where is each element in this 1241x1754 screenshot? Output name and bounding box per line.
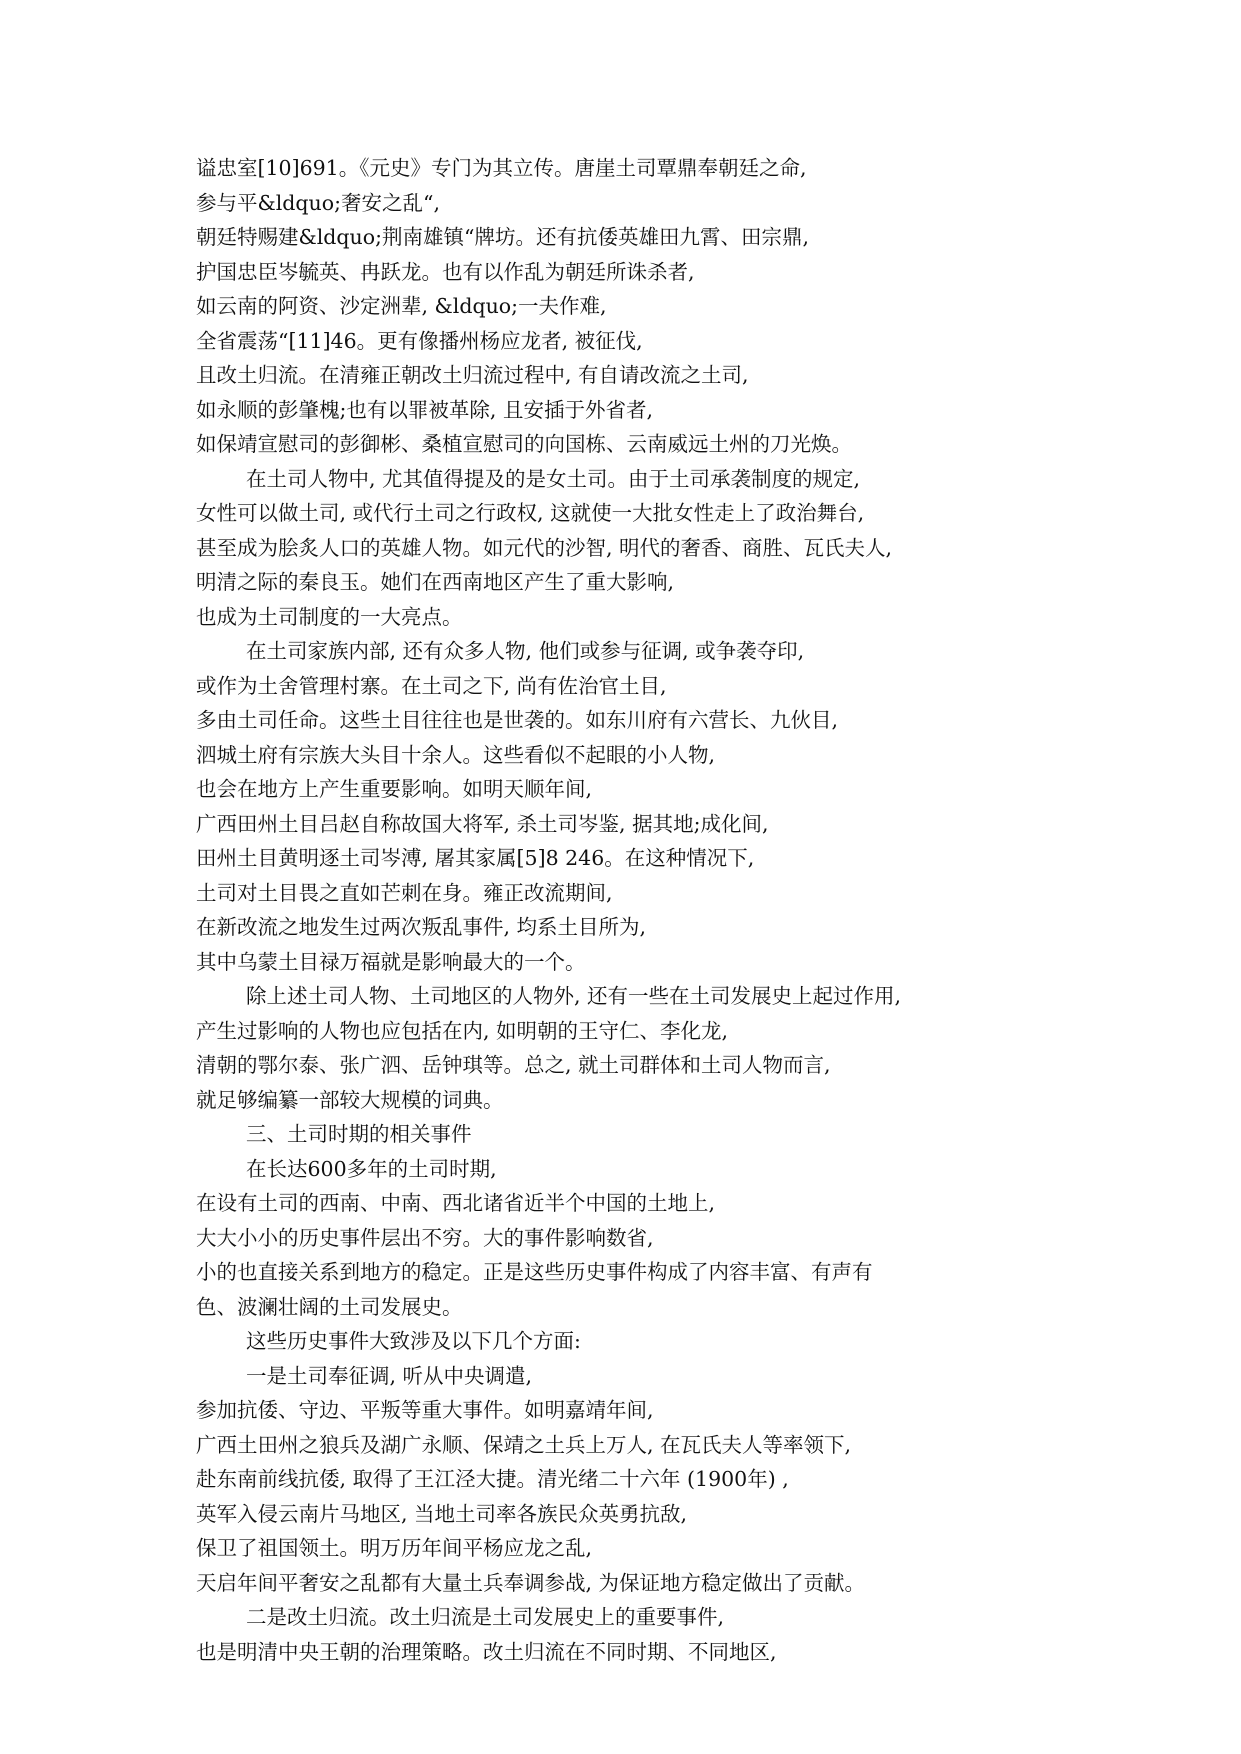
text-line: 护国忠臣岑毓英、冉跃龙。也有以作乱为朝廷所诛杀者, <box>196 259 695 284</box>
text-line: 土司对土目畏之直如芒刺在身。雍正改流期间, <box>196 880 613 905</box>
paragraph-first-line: 在土司人物中, 尤其值得提及的是女土司。由于土司承袭制度的规定, <box>246 466 861 491</box>
paragraph-first-line: 除上述土司人物、土司地区的人物外, 还有一些在土司发展史上起过作用, <box>246 984 902 1008</box>
text-line: 或作为土舍管理村寨。在土司之下, 尚有佐治官土目, <box>196 673 667 698</box>
paragraph-first-line: 在土司家族内部, 还有众多人物, 他们或参与征调, 或争袭夺印, <box>246 639 805 663</box>
document-body <box>196 151 1056 1669</box>
text-line: 也是明清中央王朝的治理策略。改土归流在不同时期、不同地区, <box>196 1639 777 1664</box>
text-line: 广西土田州之狼兵及湖广永顺、保靖之土兵上万人, 在瓦氏夫人等率领下, <box>196 1432 852 1457</box>
text-line: 天启年间平奢安之乱都有大量土兵奉调参战, 为保证地方稳定做出了贡献。 <box>196 1570 866 1595</box>
text-line: 色、波澜壮阔的土司发展史。 <box>196 1294 463 1319</box>
paragraph-first-line: 二是改土归流。改土归流是土司发展史上的重要事件, <box>246 1605 725 1629</box>
text-line: 产生过影响的人物也应包括在内, 如明朝的王守仁、李化龙, <box>196 1018 729 1043</box>
paragraph-first-line: 三、土司时期的相关事件 <box>246 1122 472 1146</box>
text-line: 女性可以做土司, 或代行土司之行政权, 这就使一大批女性走上了政治舞台, <box>196 501 865 525</box>
paragraph-first-line: 一是土司奉征调, 听从中央调遣, <box>246 1363 533 1388</box>
text-line: 小的也直接关系到地方的稳定。正是这些历史事件构成了内容丰富、有声有 <box>196 1260 873 1284</box>
text-line: 全省震荡“[11]46。更有像播州杨应龙者, 被征伐, <box>196 328 643 353</box>
text-line: 英军入侵云南片马地区, 当地土司率各族民众英勇抗敌, <box>196 1501 688 1526</box>
paragraph-first-line: 这些历史事件大致涉及以下几个方面: <box>246 1329 581 1353</box>
text-line: 参与平&ldquo;奢安之乱“, <box>196 190 440 215</box>
text-line: 在新改流之地发生过两次叛乱事件, 均系土目所为, <box>196 915 647 939</box>
text-line: 清朝的鄂尔泰、张广泗、岳钟琪等。总之, 就土司群体和土司人物而言, <box>196 1053 831 1077</box>
text-line: 如永顺的彭肇槐;也有以罪被革除, 且安插于外省者, <box>196 397 653 422</box>
text-line: 朝廷特赐建&ldquo;荆南雄镇“牌坊。还有抗倭英雄田九霄、田宗鼎, <box>196 225 809 249</box>
text-line: 也会在地方上产生重要影响。如明天顺年间, <box>196 777 593 801</box>
text-line: 如保靖宣慰司的彭御彬、桑植宣慰司的向国栋、云南威远土州的刀光焕。 <box>196 432 852 456</box>
text-line: 也成为土司制度的一大亮点。 <box>196 604 463 629</box>
text-line: 广西田州土目吕赵自称故国大将军, 杀土司岑鉴, 据其地;成化间, <box>196 811 769 836</box>
text-line: 多由土司任命。这些土目往往也是世袭的。如东川府有六营长、九伙目, <box>196 708 839 732</box>
paragraph-first-line: 在长达600多年的土司时期, <box>246 1156 497 1181</box>
text-line: 田州土目黄明逐土司岑溥, 屠其家属[5]8 246。在这种情况下, <box>196 846 755 870</box>
text-line: 参加抗倭、守边、平叛等重大事件。如明嘉靖年间, <box>196 1398 654 1422</box>
text-line: 甚至成为脍炙人口的英雄人物。如元代的沙智, 明代的奢香、商胜、瓦氏夫人, <box>196 535 893 560</box>
text-line: 就足够编纂一部较大规模的词典。 <box>196 1087 504 1112</box>
text-line: 保卫了祖国领土。明万历年间平杨应龙之乱, <box>196 1536 593 1560</box>
text-line: 大大小小的历史事件层出不穷。大的事件影响数省, <box>196 1225 654 1250</box>
text-line: 谥忠室[10]691。《元史》专门为其立传。唐崖土司覃鼎奉朝廷之命, <box>196 156 807 180</box>
text-line: 其中乌蒙土目禄万福就是影响最大的一个。 <box>196 949 586 974</box>
text-line: 且改土归流。在清雍正朝改土归流过程中, 有自请改流之土司, <box>196 363 749 387</box>
text-line: 如云南的阿资、沙定洲辈, &ldquo;一夫作难, <box>196 294 607 318</box>
text-line: 赴东南前线抗倭, 取得了王江泾大捷。清光绪二十六年 (1900年) , <box>196 1467 789 1491</box>
text-line: 泗城土府有宗族大头目十余人。这些看似不起眼的小人物, <box>196 742 716 767</box>
text-line: 在设有土司的西南、中南、西北诸省近半个中国的土地上, <box>196 1191 716 1215</box>
text-line: 明清之际的秦良玉。她们在西南地区产生了重大影响, <box>196 570 675 594</box>
